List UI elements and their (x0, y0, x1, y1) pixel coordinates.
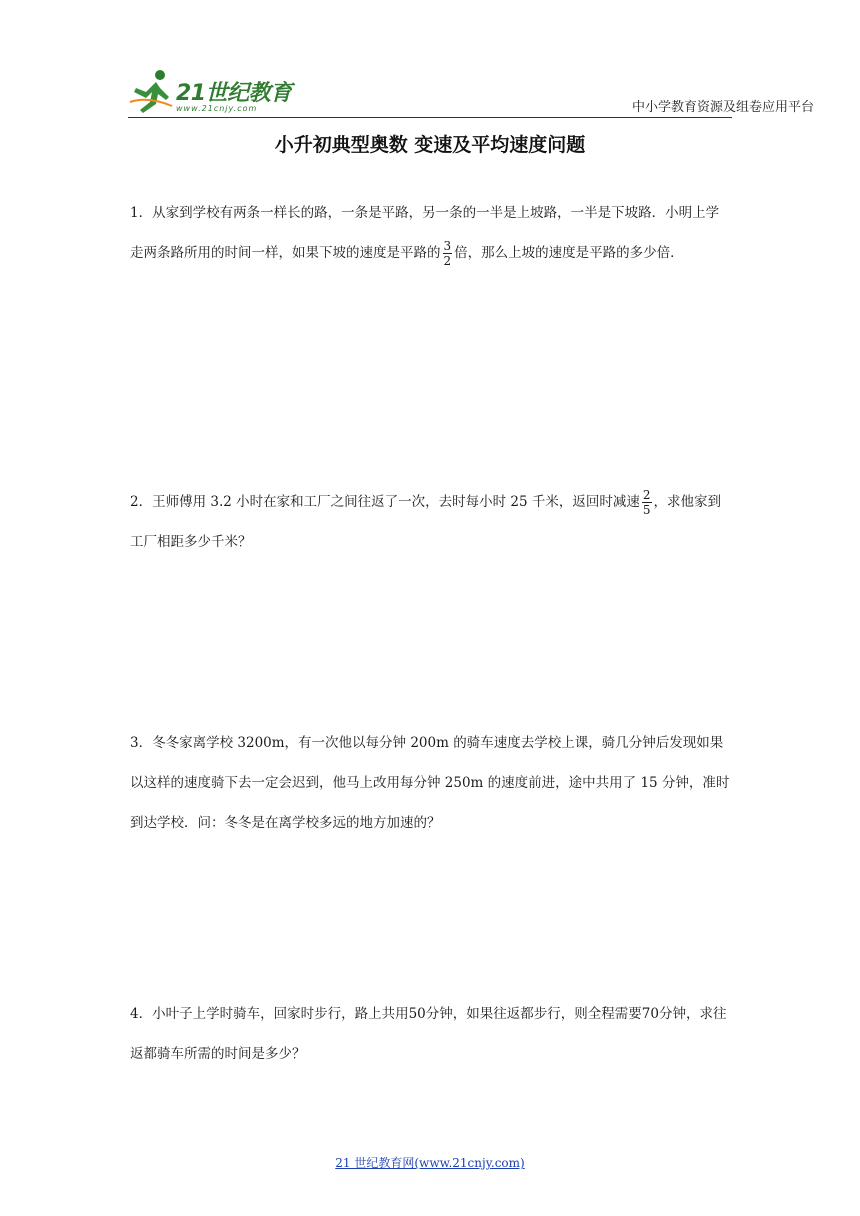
question-text-part1: 从家到学校有两条一样长的路，一条是平路，另一条的一半是上坡路，一半是下坡路．小明上学走两条路所用的时间一样，如果下坡的速度是平路的 (130, 205, 720, 261)
platform-tag: 中小学教育资源及组卷应用平台 (632, 100, 815, 115)
question-text-part2: 倍，那么上坡的速度是平路的多少倍． (454, 245, 684, 261)
logo (128, 66, 298, 120)
fraction-numerator: 3 (443, 239, 452, 253)
fraction-denominator: 2 (443, 254, 452, 268)
footer-link[interactable]: 21 世纪教育网(www.21cnjy.com) (335, 1156, 525, 1170)
fraction (443, 239, 453, 268)
question-number: 1 (130, 205, 139, 221)
question-3: 3．冬冬家离学校 3200m，有一次他以每分钟 200m 的骑车速度去学校上课，骑几分钟后发现如果以这样的速度骑下去一定会迟到，他马上改用每分钟 250m 的速度前进，途中共用了 15 分钟，准时到达学校．问：冬冬是在离学校多远的地方加速的？ (130, 735, 730, 831)
question-1: 1．从家到学校有两条一样长的路，一条是平路，另一条的一半是上坡路，一半是下坡路．小明上学走两条路所用的时间一样，如果下坡的速度是平路的 $\frac{3}{2}$ 倍，那么上坡的速度是平路的多少倍． (130, 205, 720, 268)
question-text-part1: 王师傅用 3.2 小时在家和工厂之间往返了一次，去时每小时 25 千米，返回时减速 (152, 494, 640, 510)
logo-wordmark: 21世纪教育 (176, 81, 292, 106)
question-text-part2: ，求他家到工厂相距多少千米？ (130, 494, 722, 550)
question-text: 小叶子上学时骑车，回家时步行，路上共用50分钟，如果往返都步行，则全程需要70分钟，求往返都骑车所需的时间是多少？ (130, 1006, 727, 1062)
question-4: 4．小叶子上学时骑车，回家时步行，路上共用50分钟，如果往返都步行，则全程需要70分钟，求往返都骑车所需的时间是多少？ (130, 1006, 727, 1062)
runner-icon (128, 66, 174, 116)
fraction-denominator: 5 (642, 503, 651, 517)
question-2: 2．王师傅用 3.2 小时在家和工厂之间往返了一次，去时每小时 25 千米，返回时减速 $\frac{2}{5}$ ，求他家到工厂相距多少千米？ (130, 488, 722, 550)
page-title: 小升初典型奥数 变速及平均速度问题 (274, 134, 586, 156)
question-number: 3 (130, 735, 139, 751)
fraction (642, 488, 652, 517)
question-number: 2 (130, 494, 139, 510)
logo-url: www.21cnjy.com (176, 104, 258, 113)
question-text: 冬冬家离学校 3200m，有一次他以每分钟 200m 的骑车速度去学校上课，骑几分钟后发现如果以这样的速度骑下去一定会迟到，他马上改用每分钟 250m 的速度前进，途中共用了 15 分钟，准时到达学校．问：冬冬是在离学校多远的地方加速的？ (130, 735, 730, 831)
question-number: 4 (130, 1006, 139, 1022)
header-divider (128, 117, 732, 118)
fraction-numerator: 2 (642, 488, 651, 502)
